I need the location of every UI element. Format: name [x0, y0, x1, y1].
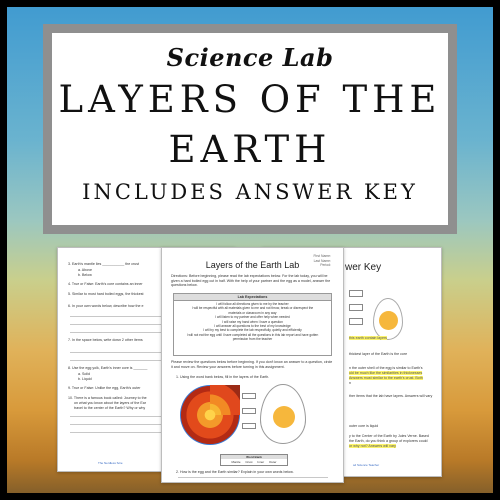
- answer-highlight: Answers must similar to the earth's crust. Both: [349, 376, 423, 380]
- expectations-header: Lab Expectations: [174, 294, 331, 301]
- title-card: [43, 24, 457, 234]
- expectation-item: I will try my best to complete the lab respectfully, quietly and efficiently: [203, 328, 302, 333]
- subtitle-text: INCLUDES ANSWER KEY: [82, 180, 418, 204]
- label-box: [349, 318, 363, 325]
- lab-expectations-table: [173, 293, 332, 356]
- answer-line-10: the Earth, do you think a group of explorers could: [349, 439, 428, 443]
- answer-highlight: uld be much like the similarities in thicknesses: [349, 371, 423, 375]
- kicker-text: Science Lab: [166, 43, 334, 72]
- question-10-line-2: on what you know about the layers of the Ear: [74, 401, 146, 405]
- question-2: 2. How is the egg and the Earth similar? Explain in your own words below.: [176, 470, 294, 474]
- label-box: [242, 408, 256, 414]
- word-bank-header: Word Bank: [221, 455, 287, 459]
- question-7: 7. In the space below, write down 2 other items: [68, 338, 143, 342]
- answer-line: [70, 324, 165, 325]
- lab-title: Layers of the Earth Lab: [205, 260, 300, 270]
- question-9: 9. True or False: Unlike the egg, Earth's outer: [68, 386, 141, 390]
- answer-line: [70, 352, 165, 353]
- earth-cutaway-illustration: [210, 385, 240, 415]
- answer-line-5: [349, 376, 423, 381]
- label-box: [242, 423, 256, 429]
- word-bank: [220, 454, 288, 466]
- expectations-list: [174, 301, 331, 343]
- main-title-line2: EARTH: [168, 128, 332, 171]
- answer-line: [70, 432, 165, 433]
- expectation-item: materials or classroom in any way: [228, 310, 277, 315]
- answer-line-3: n the outer shell of the egg is similar to Earth's: [349, 366, 423, 370]
- question-1: 1. Using the word bank below, fill in the layers of the Earth.: [176, 375, 270, 379]
- question-10: 10. There is a famous book called: Journey to the: [68, 396, 147, 400]
- label-box: [242, 393, 256, 399]
- question-8-option-b: b. Liquid: [78, 377, 92, 381]
- egg-yolk-illustration: [273, 406, 295, 428]
- main-title-line1: LAYERS OF THE: [58, 78, 442, 121]
- answer-line: [70, 332, 165, 333]
- answer-line-11: [349, 444, 396, 449]
- answer-line-9: y to the Center of the Earth by Jules Verne. Based: [349, 434, 429, 438]
- answer-line: [70, 360, 165, 361]
- question-3: 3. Earth's mantle lies ___________ the crust: [68, 262, 140, 266]
- answer-highlight: this earth contain layers: [349, 336, 387, 340]
- question-3-option-b: b. Below: [78, 273, 92, 277]
- answer-text: thickest layer of the Earth is the core: [349, 352, 408, 356]
- question-8-option-a: a. Solid: [78, 372, 90, 376]
- answer-line: [70, 424, 165, 425]
- answer-line-8: outer core is liquid: [349, 424, 379, 428]
- label-box: [349, 304, 363, 311]
- expectation-item: I will answer all questions to the best of my knowledge: [214, 324, 291, 329]
- answer-line-6: n: [349, 381, 351, 385]
- expectation-item: I will not eat the egg until I have completed all the questions in this lab report and have gotten: [186, 332, 319, 337]
- answer-line-1: [349, 336, 387, 341]
- question-10-line-3: travel to the center of the Earth? Why or why: [74, 406, 146, 410]
- answer-highlight: or why not? Answers will vary: [349, 444, 396, 448]
- expectation-item: I will follow all directions given to me by the teacher: [216, 302, 289, 306]
- review-instructions: Please review the questions below before beginning. If you don't know an answer to a question, circle it and move on. Review your answers before turning in this assignment.: [171, 360, 333, 369]
- question-8: 8. Use the egg yolk, Earth's inner core is _______: [68, 366, 148, 370]
- answer-line: [70, 316, 165, 317]
- worksheet-page-center: [161, 247, 344, 483]
- page-footer: The Nerdless Scie: [98, 461, 123, 465]
- word-bank-words: Mantle Crust Inner Outer: [231, 460, 277, 464]
- directions-text: Directions: Before beginning, please read the lab expectations below. For the lab today, you will be given a hard boiled egg cut in half. With the help of your partner and the egg as a model, answer the questions below.: [171, 274, 331, 288]
- period-label: Period:: [320, 263, 331, 267]
- page-footer: sd Science Teacher: [353, 463, 380, 467]
- last-name-label: Last Name:: [313, 258, 331, 263]
- question-3-option-a: a. Above: [78, 268, 92, 272]
- answer-line-2: [349, 352, 407, 357]
- question-6: 6. In your own words below, describe how the e: [68, 304, 144, 308]
- question-4: 4. True or False: Earth's core contains an inner: [68, 282, 143, 286]
- expectation-item: I will listen to my partner and offer help when needed: [215, 315, 290, 320]
- first-name-label: First Name:: [313, 254, 331, 258]
- expectation-item: I will be respectful with all materials given to me and not throw, break or disrespect the: [191, 306, 314, 311]
- label-box: [349, 290, 363, 297]
- answer-line-7: ther items that the lab have layers. Answers will vary: [349, 394, 433, 398]
- egg-yolk-illustration: [379, 311, 398, 330]
- answer-key-title: wer Key: [345, 262, 382, 273]
- answer-line: [178, 477, 328, 478]
- expectation-item: I will raise my hand when I have a question: [222, 319, 283, 324]
- expectation-item: permission from the teacher: [232, 337, 273, 342]
- answer-line: [70, 416, 165, 417]
- question-5: 5. Similar to most hard boiled eggs, the thickest: [68, 292, 144, 296]
